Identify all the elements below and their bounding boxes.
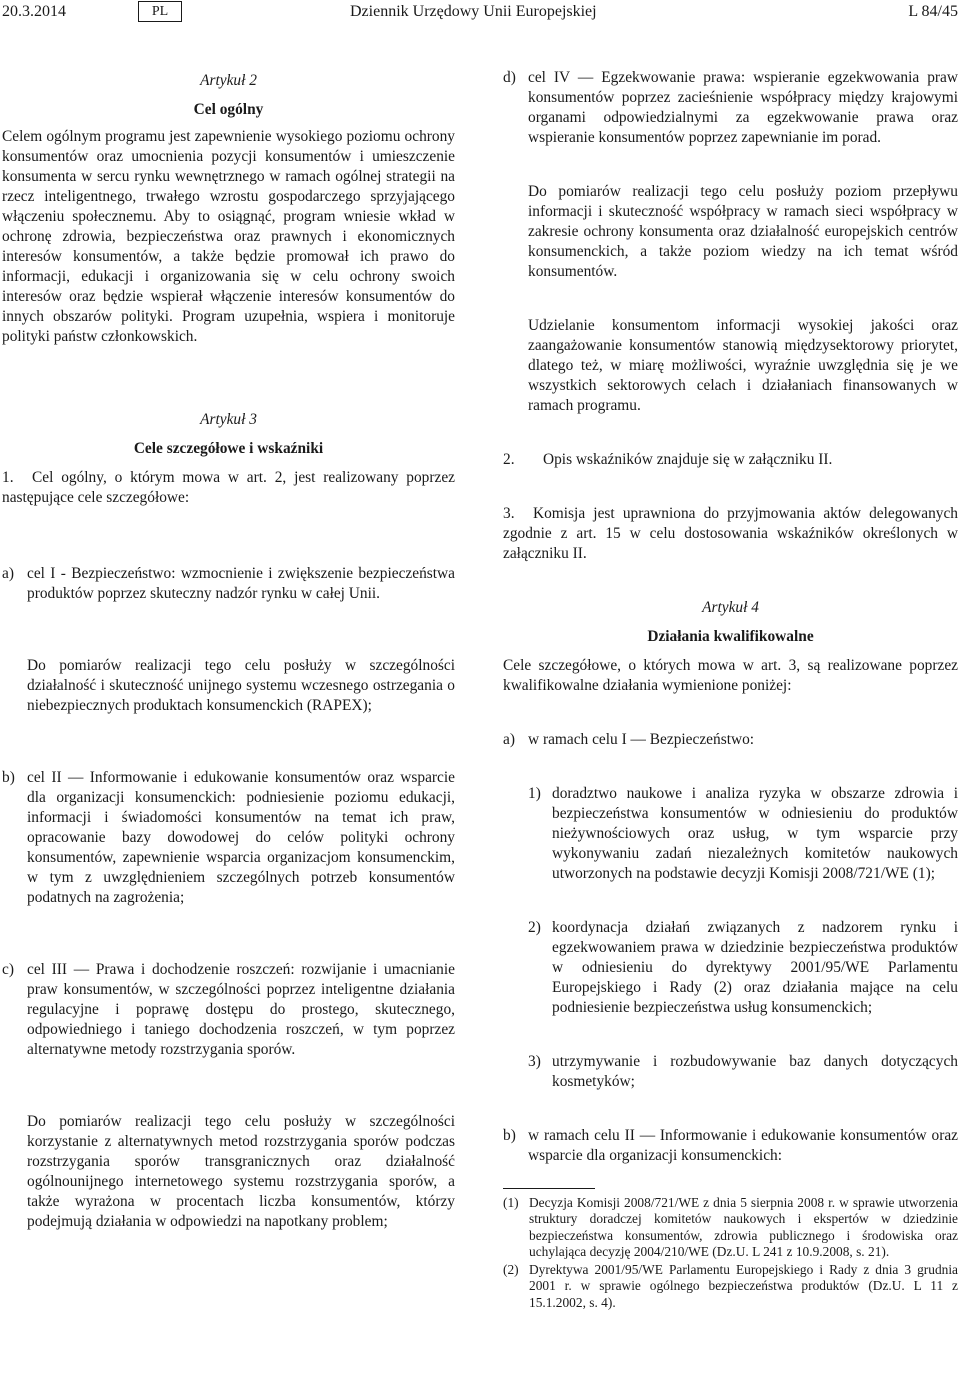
right-column xyxy=(503,68,958,1311)
item-body-cont: oraz działania mające na celu podniesienie bezpieczeństwa usług konsumenckich; xyxy=(552,979,958,1016)
footnote-label: (2) xyxy=(503,1262,519,1278)
objective-d-extra: Udzielanie konsumentom informacji wysokiej jakości oraz zaangażowanie konsumentów stanowią międzysektorowy priorytet, dlatego też, w miarę możliwości, wyraźnie uwzględnia się je we wszystkich sektorowych celach i działaniach finansowanych w ramach programu. xyxy=(528,317,958,414)
objective-d xyxy=(503,68,958,148)
article-3-paragraph-2 xyxy=(503,450,958,470)
item-body: koordynacja działań związanych z nadzorem rynku i egzekwowaniem prawa w dziedzinie bezpieczeństwa produktów w odniesieniu do dyrektywy 2001/95/WE Parlamentu Europejskiego i Rady xyxy=(552,919,958,996)
objective-c-measure: Do pomiarów realizacji tego celu posłuży w szczególności korzystanie z alternatywnych metod rozstrzygania sporów podczas rozstrzygania sporów transgranicznych oraz działalność ogólnounijnego internetowego systemu rozstrzygania sporów, a także wyrażona w procentach liczba konsumentów, którzy podejmują działania w odpowiedzi na napotkany problem; xyxy=(27,1113,455,1230)
footnote-1 xyxy=(503,1195,958,1260)
article-2-label: Artykuł 2 xyxy=(200,72,257,89)
journal-title: Dziennik Urzędowy Unii Europejskiej xyxy=(350,3,597,20)
item-text xyxy=(552,784,958,884)
item-text: cel II — Informowanie i edukowanie konsumentów oraz wsparcie dla organizacji konsumenckich: podniesienie poziomu edukacji, informacji i świadomości konsumentów na temat ich praw, opracowanie bazy dowodowej do celów polityki ochrony konsumentów, zapewnienie wsparcia organizacjom konsumenckim, w tym z uwzględnieniem szczególnych potrzeb konsumentów podatnych na zagrożenia; xyxy=(27,769,455,906)
item-label: d) xyxy=(503,69,516,86)
paragraph-number: 1. xyxy=(2,469,14,486)
language-badge: PL xyxy=(138,1,182,22)
action-a-2 xyxy=(528,918,958,1018)
article-3-title: Cele szczegółowe i wskaźniki xyxy=(133,440,324,457)
item-label: b) xyxy=(2,769,15,786)
paragraph-number: 3. xyxy=(503,505,515,522)
article-3-paragraph-3 xyxy=(503,504,958,564)
footnote-2 xyxy=(503,1262,958,1311)
paragraph-text: Komisja jest uprawniona do przyjmowania aktów delegowanych zgodnie z art. 15 w celu dostosowania wskaźników określonych w załączniku II. xyxy=(503,505,958,562)
item-text: cel I - Bezpieczeństwo: wzmocnienie i zwiększenie bezpieczeństwa produktów poprzez skuteczny nadzór rynku w całej Unii. xyxy=(27,565,455,602)
item-text: w ramach celu II — Informowanie i edukowanie konsumentów oraz wsparcie dla organizacji konsumenckich: xyxy=(528,1127,958,1164)
footnote-label: (1) xyxy=(503,1195,519,1210)
page-header xyxy=(0,0,960,26)
action-a-3 xyxy=(528,1052,958,1092)
item-label: a) xyxy=(503,731,515,748)
footnote-divider xyxy=(503,1188,595,1189)
item-label: 3) xyxy=(528,1053,541,1070)
footnote-text: Decyzja Komisji 2008/721/WE z dnia 5 sierpnia 2008 r. w sprawie utworzenia struktury doradczej komitetów naukowych i ekspertów w dziedzinie bezpieczeństwa konsumentów, zdrowia publicznego i środowiska oraz uchylająca decyzję 2004/210/WE (Dz.U. L 241 z 10.9.2008, s. 21). xyxy=(529,1195,958,1259)
footnote-text: Dyrektywa 2001/95/WE Parlamentu Europejskiego i Rady z dnia 3 grudnia 2001 r. w sprawie ogólnego bezpieczeństwa produktów (Dz.U. L 11 z 15.1.2002, s. 4). xyxy=(529,1262,958,1310)
item-label: 1) xyxy=(528,785,541,802)
article-4-intro: Cele szczegółowe, o których mowa w art. 3, są realizowane poprzez kwalifikowalne działania wymienione poniżej: xyxy=(503,657,958,694)
article-3-label: Artykuł 3 xyxy=(200,411,257,428)
action-a xyxy=(503,730,958,750)
item-label: a) xyxy=(2,565,14,582)
item-text: cel III — Prawa i dochodzenie roszczeń: rozwijanie i umacnianie praw konsumentów, w szczególności poprzez inteligentne działania regulacyjne i poprawę dostępu do prostego, skutecznego, odpowiedniego i taniego dochodzenia roszczeń, w tym poprzez alternatywne metody rozstrzygania sporów. xyxy=(27,961,455,1058)
article-2-title: Cel ogólny xyxy=(193,101,264,118)
page-number: L 84/45 xyxy=(908,3,958,20)
item-text: w ramach celu I — Bezpieczeństwo: xyxy=(528,731,755,748)
objective-a-measure: Do pomiarów realizacji tego celu posłuży w szczególności działalność i skuteczność unijnego systemu wczesnego ostrzegania o niebezpiecznych produktach konsumenckich (RAPEX); xyxy=(27,657,455,714)
action-b xyxy=(503,1126,958,1166)
objective-b xyxy=(2,768,455,908)
footnote-ref-2[interactable]: (2) xyxy=(713,979,732,996)
item-end: ; xyxy=(930,865,935,882)
item-text xyxy=(552,918,958,1018)
paragraph-text: Opis wskaźników znajduje się w załączniku II. xyxy=(543,451,833,468)
article-4-title: Działania kwalifikowalne xyxy=(647,628,814,645)
item-body: doradztwo naukowe i analiza ryzyka w obszarze zdrowia i bezpieczeństwa konsumentów w odniesieniu do produktów nieżywnościowych oraz usług, w tym wsparcie przy wykonywaniu zadań niezależnych komitetów naukowych utworzonych na podstawie decyzji Komisji 2008/721/WE xyxy=(552,785,958,882)
objective-c xyxy=(2,960,455,1060)
item-label: 2) xyxy=(528,919,541,936)
item-label: b) xyxy=(503,1127,516,1144)
action-a-1 xyxy=(528,784,958,884)
paragraph-text: Cel ogólny, o którym mowa w art. 2, jest realizowany poprzez następujące cele szczegółowe: xyxy=(2,469,455,506)
publication-date: 20.3.2014 xyxy=(2,3,66,20)
objective-a xyxy=(2,564,455,604)
footnote-ref-1[interactable]: (1) xyxy=(912,865,931,882)
left-column xyxy=(2,68,455,1232)
item-text: utrzymywanie i rozbudowywanie baz danych dotyczących kosmetyków; xyxy=(552,1053,958,1090)
item-text: cel IV — Egzekwowanie prawa: wspieranie egzekwowania praw konsumentów poprzez zacieśnienie współpracy między krajowymi organami odpowiedzialnymi za egzekwowanie prawa oraz wspieranie konsumentów poprzez zapewnianie im porad. xyxy=(528,69,958,146)
item-label: c) xyxy=(2,961,14,978)
article-4-label: Artykuł 4 xyxy=(702,599,759,616)
paragraph-number: 2. xyxy=(503,451,515,468)
article-2-paragraph: Celem ogólnym programu jest zapewnienie wysokiego poziomu ochrony konsumentów oraz umocnienia pozycji konsumentów i umieszczenie konsumenta w sercu rynku wewnętrznego w ramach ogólnej strategii na rzecz inteligentnego, trwałego wzrostu gospodarczego sprzyjającego włączeniu społecznemu. Aby to osiągnąć, program wniesie wkład w ochronę zdrowia, bezpieczeństwa oraz prawnych i ekonomicznych interesów konsumentów, a także będzie promował ich prawo do informacji, edukacji i organizowania się w celu ochrony swoich interesów oraz będzie wspierał włączenie interesów konsumentów do innych obszarów polityki. Program uzupełnia, wspiera i monitoruje polityki państw członkowskich. xyxy=(2,128,455,345)
objective-d-measure: Do pomiarów realizacji tego celu posłuży poziom przepływu informacji i skuteczność współpracy w ramach sieci współpracy w zakresie ochrony konsumenta oraz działalność europejskich centrów konsumenckich, a także poziom wiedzy na ich temat wśród konsumentów. xyxy=(528,183,958,280)
article-3-paragraph-1 xyxy=(2,468,455,508)
